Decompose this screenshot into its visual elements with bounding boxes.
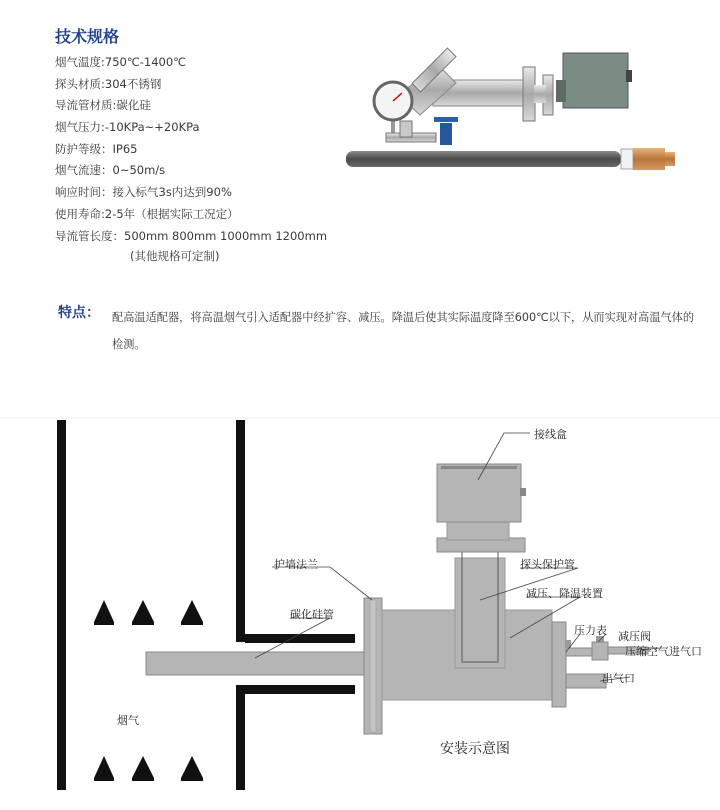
label-outlet: 出气口 — [602, 672, 635, 685]
spec-item: 导流管长度：500mm 800mm 1000mm 1200mm — [55, 228, 328, 243]
label-gauge: 压力表 — [574, 624, 607, 637]
spec-item: 烟气压力:-10KPa~+20KPa — [55, 120, 200, 135]
spec-item: 防护等级：IP65 — [55, 141, 138, 156]
diagram-caption: 安装示意图 — [440, 741, 510, 757]
spec-list — [55, 52, 327, 247]
label-junction-box: 接线盒 — [534, 428, 567, 441]
label-probe-tube: 探头保护管 — [520, 558, 575, 571]
spec-item: 探头材质:304不锈钢 — [55, 76, 162, 91]
features-label: 特点： — [58, 305, 100, 321]
label-flue-gas: 烟气 — [117, 714, 139, 727]
product-photo — [338, 35, 688, 185]
spec-item: 烟气流速：0~50m/s — [55, 163, 166, 178]
label-valve: 减压阀 — [618, 630, 651, 643]
spec-item: 烟气温度:750℃-1400℃ — [55, 55, 187, 69]
spec-item: 响应时间：接入标气3s内达到90% — [55, 185, 232, 200]
label-wall-flange: 护墙法兰 — [274, 558, 318, 571]
spec-title: 技术规格 — [55, 27, 120, 46]
spec-note: (其他规格可定制) — [130, 249, 220, 263]
label-air-inlet: 压缩空气进气口 — [625, 645, 702, 658]
spec-item: 使用寿命:2-5年（根据实际工况定） — [55, 206, 239, 221]
spec-item: 导流管材质:碳化硅 — [55, 98, 151, 113]
features-text: 配高温适配器，将高温烟气引入适配器中经扩容、减压。降温后使其实际温度降至600℃以下，从而实现对高温气体的检测。 — [112, 311, 695, 351]
label-reducer: 减压、降温装置 — [526, 587, 603, 600]
label-sic-tube: 碳化硅管 — [290, 608, 334, 621]
installation-diagram — [0, 410, 720, 810]
